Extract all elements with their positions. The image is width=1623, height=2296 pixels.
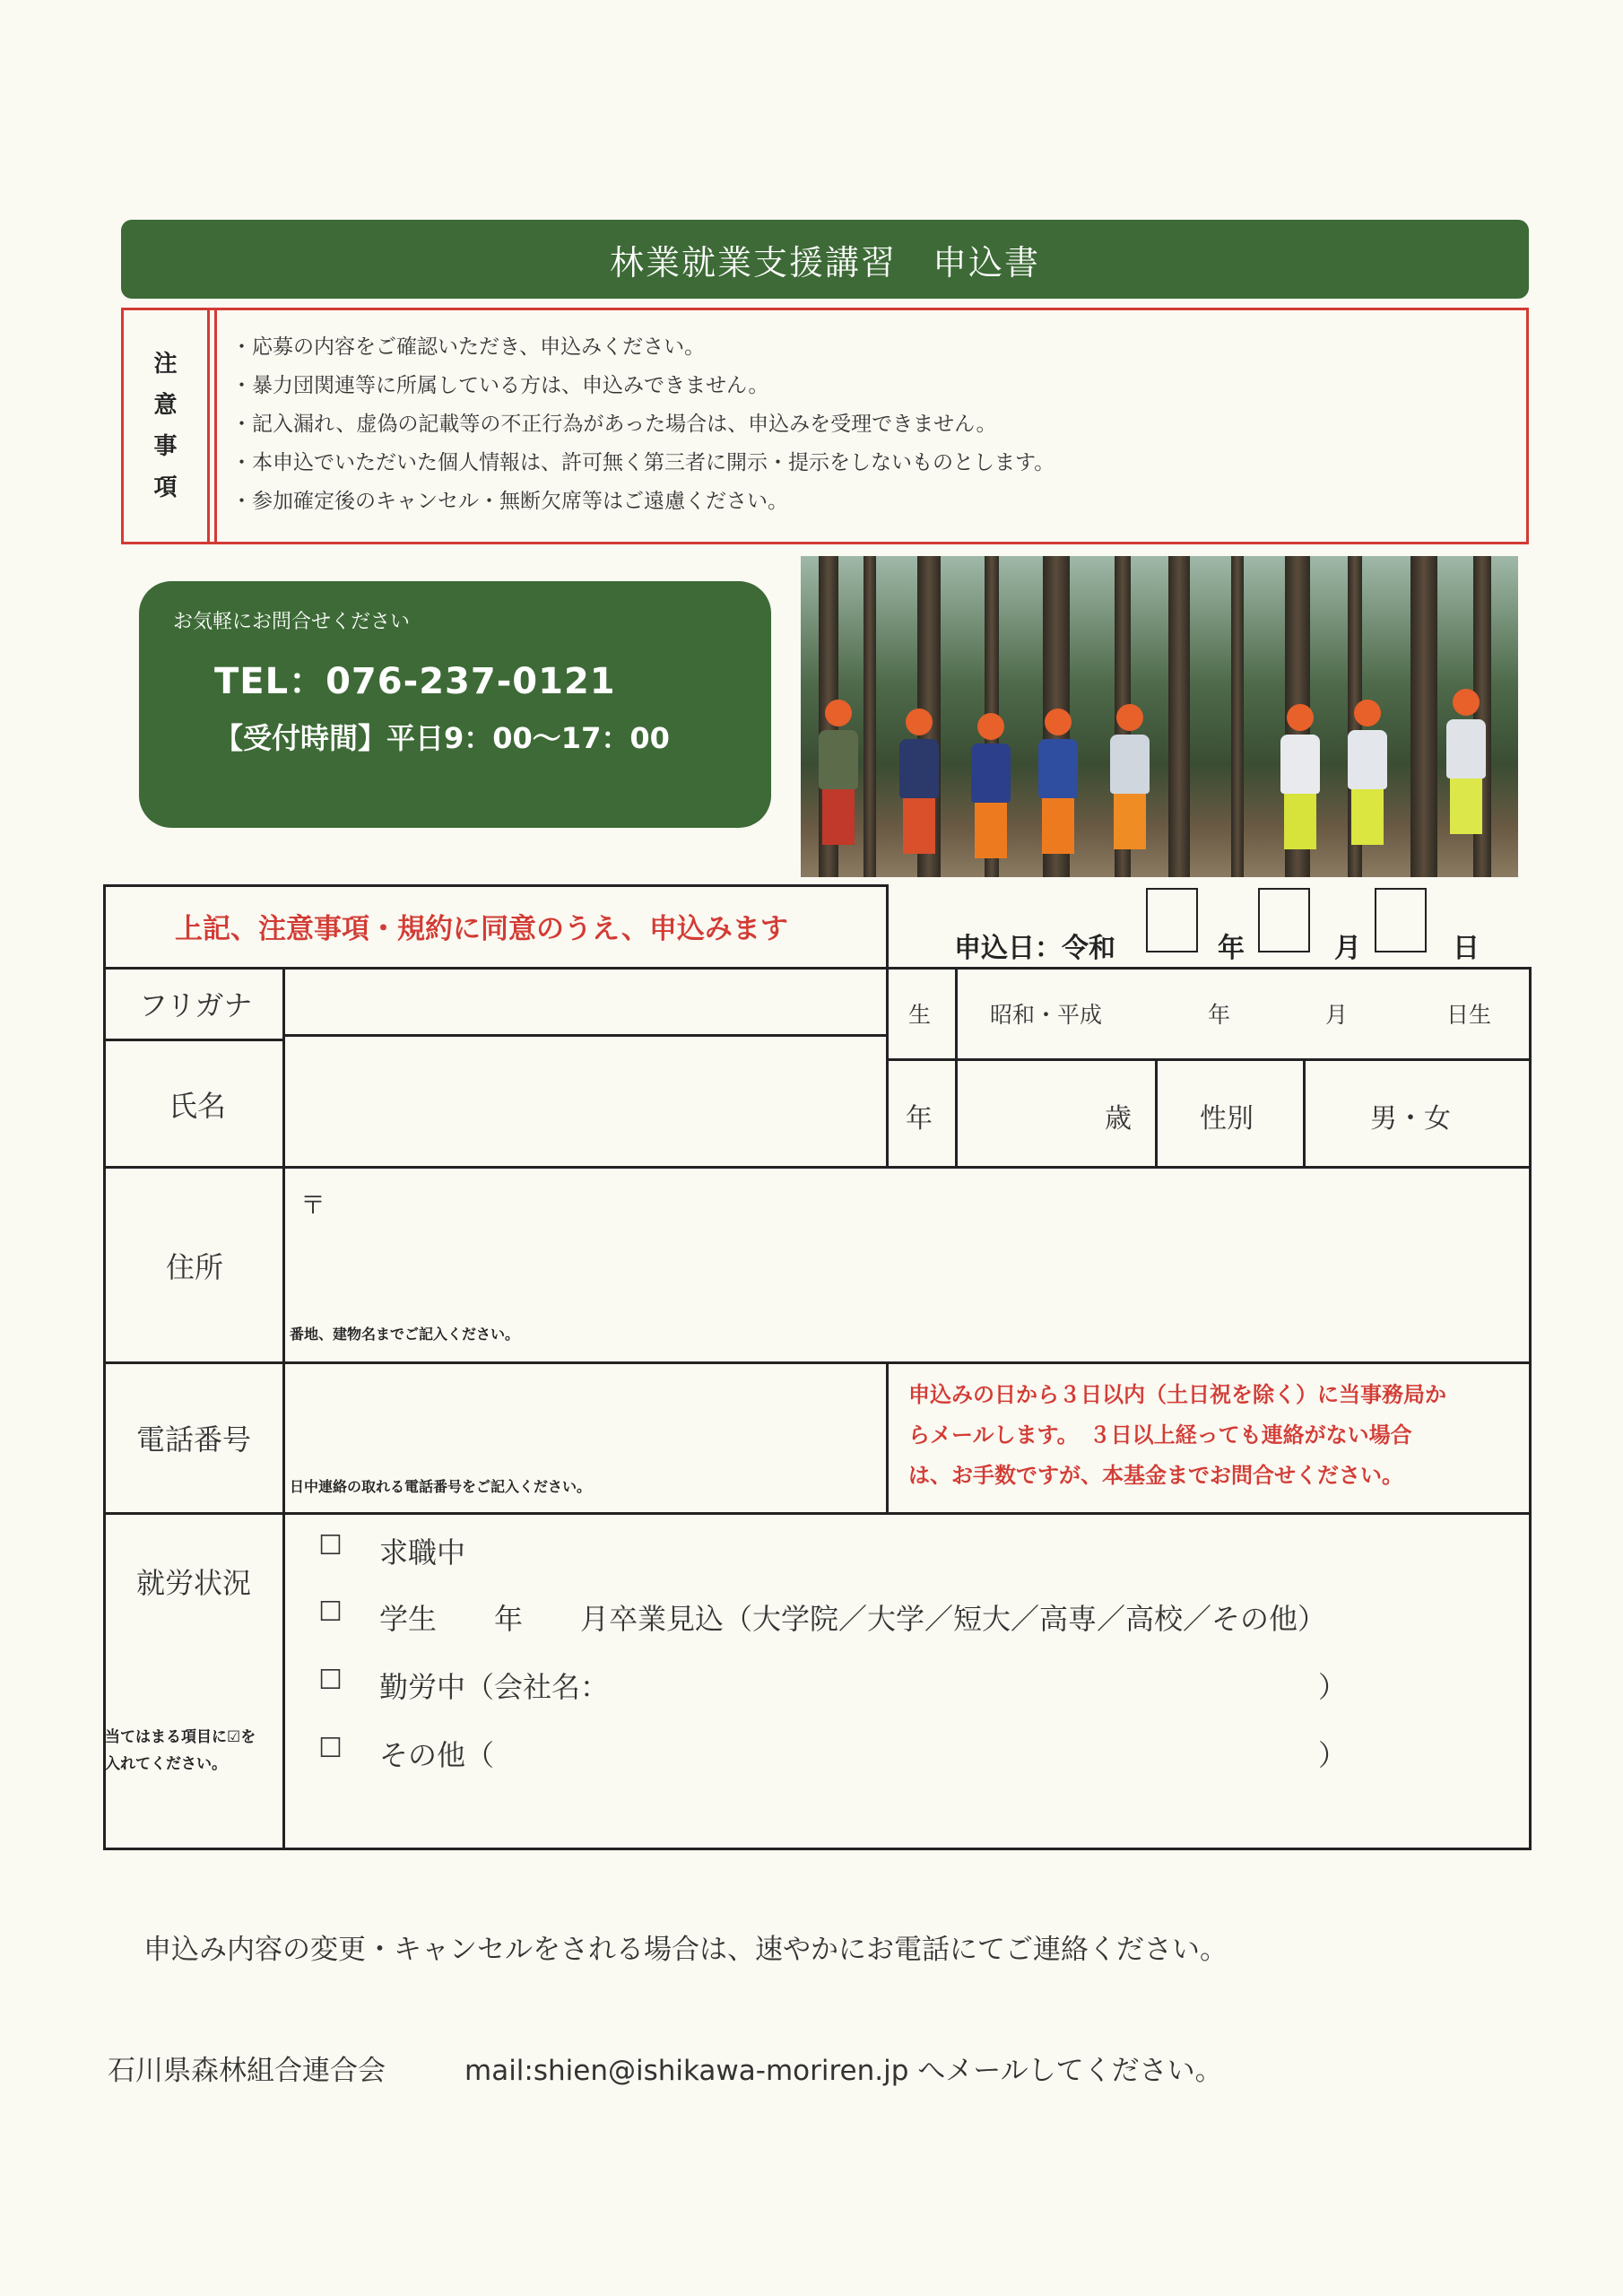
forest-workers-photo	[801, 556, 1518, 877]
date-year-label: 年	[1218, 933, 1245, 964]
page-title: 林業就業支援講習 申込書	[121, 220, 1529, 299]
notice-heading-char: 事	[153, 433, 178, 460]
contact-hours: 【受付時間】平日9：00～17：00	[214, 721, 670, 755]
option-seeking: 求職中	[379, 1535, 466, 1570]
checkbox-seeking[interactable]: ☐	[318, 1530, 343, 1561]
name-field[interactable]	[287, 1039, 883, 1164]
option-student: 学生 年 月卒業見込（大学院／大学／短大／高専／高校／その他）	[379, 1602, 1327, 1636]
contact-card	[139, 581, 771, 828]
agreement-text: 上記、注意事項・規約に同意のうえ、申込みます	[175, 913, 788, 945]
notice-item: ・参加確定後のキャンセル・無断欠席等はご遠慮ください。	[231, 490, 788, 513]
birth-month-label: 月	[1325, 1002, 1349, 1028]
change-notice: 申込み内容の変更・キャンセルをされる場合は、速やかにお電話にてご連絡ください。	[143, 1934, 1228, 1966]
employment-note-line: 当てはまる項目に☑を	[105, 1728, 256, 1746]
postal-mark: 〒	[300, 1190, 326, 1220]
date-day-label: 日	[1453, 933, 1480, 964]
age-unit: 歳	[1105, 1103, 1132, 1135]
employment-label: 就労状況	[136, 1566, 252, 1600]
employment-note-line: 入れてください。	[105, 1755, 227, 1773]
furigana-field[interactable]	[287, 970, 883, 1033]
birth-year-label: 年	[1208, 1002, 1231, 1028]
organization-name: 石川県森林組合連合会	[108, 2055, 386, 2087]
reply-notice-line: 申込みの日から３日以内（土日祝を除く）に当事務局か	[908, 1382, 1446, 1407]
phone-label: 電話番号	[136, 1422, 252, 1457]
contact-phone: TEL：076-237-0121	[214, 661, 616, 702]
birth-col-label: 生	[908, 1002, 932, 1028]
furigana-label: フリガナ	[139, 988, 253, 1022]
checkbox-other[interactable]: ☐	[318, 1733, 343, 1764]
notice-heading-char: 注	[153, 351, 178, 378]
reply-notice	[908, 1375, 1446, 1496]
employment-note	[105, 1724, 256, 1778]
date-month-box[interactable]	[1258, 888, 1310, 952]
notice-heading	[124, 310, 210, 542]
date-day-box[interactable]	[1375, 888, 1427, 952]
reply-notice-line: らメールします。 ３日以上経っても連絡がない場合	[908, 1422, 1412, 1448]
address-field[interactable]	[287, 1170, 1524, 1318]
notice-list	[231, 328, 1055, 521]
gender-options[interactable]: 男・女	[1370, 1103, 1451, 1135]
application-date-label: 申込日：令和	[954, 933, 1115, 964]
close-paren: ）	[1318, 1738, 1348, 1772]
birth-day-label: 日生	[1446, 1002, 1492, 1028]
option-employed: 勤労中（会社名：	[379, 1670, 610, 1704]
name-label: 氏名	[169, 1089, 227, 1123]
option-other: その他（	[379, 1738, 495, 1772]
address-note: 番地、建物名までご記入ください。	[290, 1326, 520, 1343]
notice-item: ・本申込でいただいた個人情報は、許可無く第三者に開示・提示をしないものとします。	[231, 451, 1055, 474]
notice-item: ・応募の内容をご確認いただき、申込みください。	[231, 335, 706, 359]
notice-item: ・暴力団関連等に所属している方は、申込みできません。	[231, 374, 769, 397]
checkbox-student[interactable]: ☐	[318, 1596, 343, 1628]
checkbox-employed[interactable]: ☐	[318, 1665, 343, 1696]
birth-era: 昭和・平成	[990, 1002, 1103, 1028]
age-col-label: 年	[906, 1103, 933, 1135]
date-year-box[interactable]	[1146, 888, 1198, 952]
address-label: 住所	[166, 1250, 224, 1284]
close-paren: ）	[1318, 1670, 1348, 1704]
notice-heading-char: 項	[153, 474, 178, 501]
divider	[214, 310, 217, 542]
phone-field[interactable]	[287, 1365, 883, 1473]
notice-item: ・記入漏れ、虚偽の記載等の不正行為があった場合は、申込みを受理できません。	[231, 413, 997, 436]
contact-lead: お気軽にお問合せください	[173, 611, 411, 633]
gender-label: 性別	[1200, 1103, 1254, 1135]
phone-note: 日中連絡の取れる電話番号をご記入ください。	[290, 1478, 592, 1495]
contact-email[interactable]: mail:shien@ishikawa-moriren.jp へメールしてください。	[464, 2055, 1223, 2087]
reply-notice-line: は、お手数ですが、本基金までお問合せください。	[908, 1463, 1403, 1488]
notice-box	[121, 308, 1529, 544]
notice-heading-char: 意	[153, 392, 178, 419]
date-month-label: 月	[1334, 933, 1361, 964]
